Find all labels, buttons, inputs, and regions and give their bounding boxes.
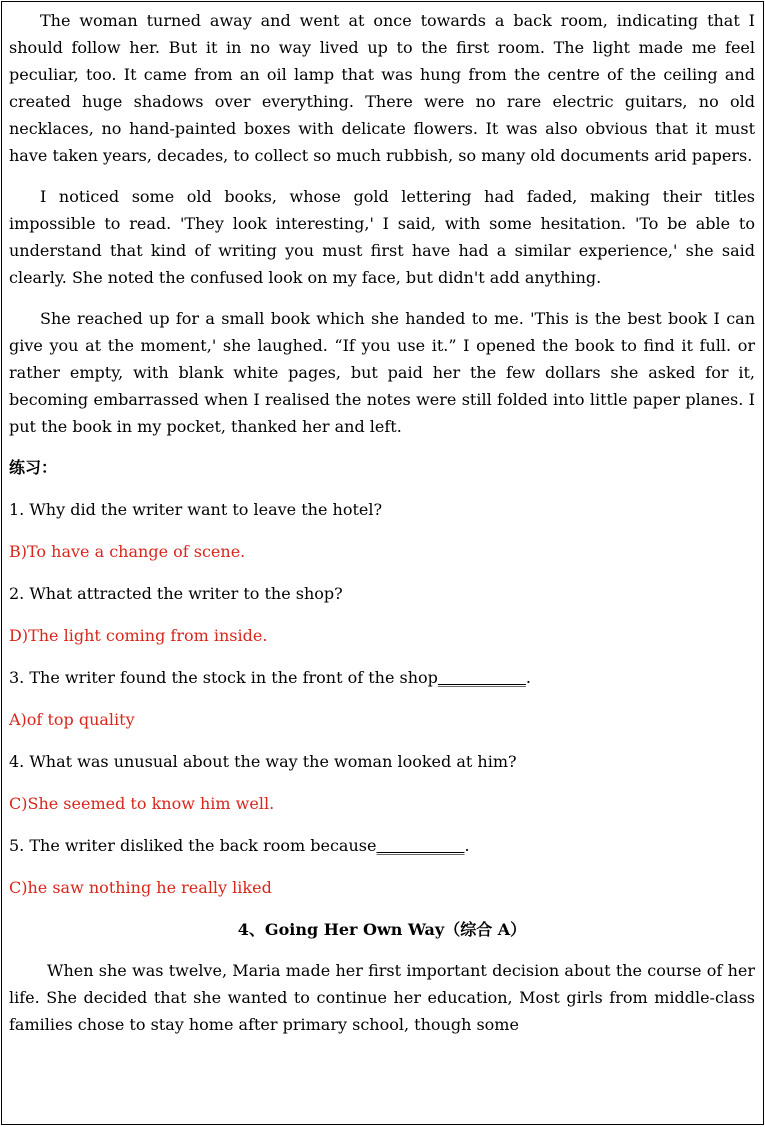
answer-4: C)She seemed to know him well. (9, 794, 275, 813)
answer-blank: ___________ (437, 668, 526, 687)
exercise-label: 练习： (9, 458, 58, 477)
question-text: 4. What was unusual about the way the woman looked at him? (9, 752, 517, 771)
story-paragraph-1: The woman turned away and went at once towards a back room, indicating that I should follow her. But it in no way lived up to the first room. The light made me feel peculiar, too. It came from an oil lamp that was hung from the centre of the ceiling and created huge shadows over everything. There were no rare electric guitars, no old necklaces, no hand-painted boxes with delicate flowers. It was also obvious that it must have taken years, decades, to collect so much rubbish, so many old documents arid papers. (9, 11, 755, 165)
story-paragraph-2: I noticed some old books, whose gold lettering had faded, making their titles impossible to read. 'They look interesting,' I said, with some hesitation. 'To be able to understand that kind of writing you must first have had a similar experience,' she said clearly. She noted the confused look on my face, but didn't add anything. (9, 187, 755, 287)
next-story-paragraph: When she was twelve, Maria made her first important decision about the course of her life. She decided that she wanted to continue her education, Most girls from middle-class families chose to stay home after primary school, though some (9, 961, 755, 1034)
answer-blank: ___________ (376, 836, 465, 855)
question-4 (9, 748, 755, 775)
answer-3: A)of top quality (9, 710, 135, 729)
question-3 (9, 664, 755, 691)
question-tail: . (525, 668, 532, 687)
question-text: 5. The writer disliked the back room because (9, 836, 377, 855)
question-text: 1. Why did the writer want to leave the hotel? (9, 500, 383, 519)
question-text: 2. What attracted the writer to the shop? (9, 584, 343, 603)
document-page (1, 1, 764, 1125)
question-1 (9, 496, 755, 523)
answer-2: D)The light coming from inside. (9, 626, 268, 645)
question-text: 3. The writer found the stock in the front of the shop (9, 668, 438, 687)
question-tail: . (464, 836, 470, 855)
answer-1: B)To have a change of scene. (9, 542, 246, 561)
question-5 (9, 832, 755, 859)
section-title: 4、Going Her Own Way（综合 A） (237, 920, 527, 939)
question-2 (9, 580, 755, 607)
story-paragraph-3: She reached up for a small book which she handed to me. 'This is the best book I can give you at the moment,' she laughed. “If you use it.” I opened the book to find it full. or rather empty, with blank white pages, but paid her the few dollars she asked for it, becoming embarrassed when I realised the notes were still folded into little paper planes. I put the book in my pocket, thanked her and left. (9, 309, 755, 436)
answer-5: C)he saw nothing he really liked (9, 878, 272, 897)
